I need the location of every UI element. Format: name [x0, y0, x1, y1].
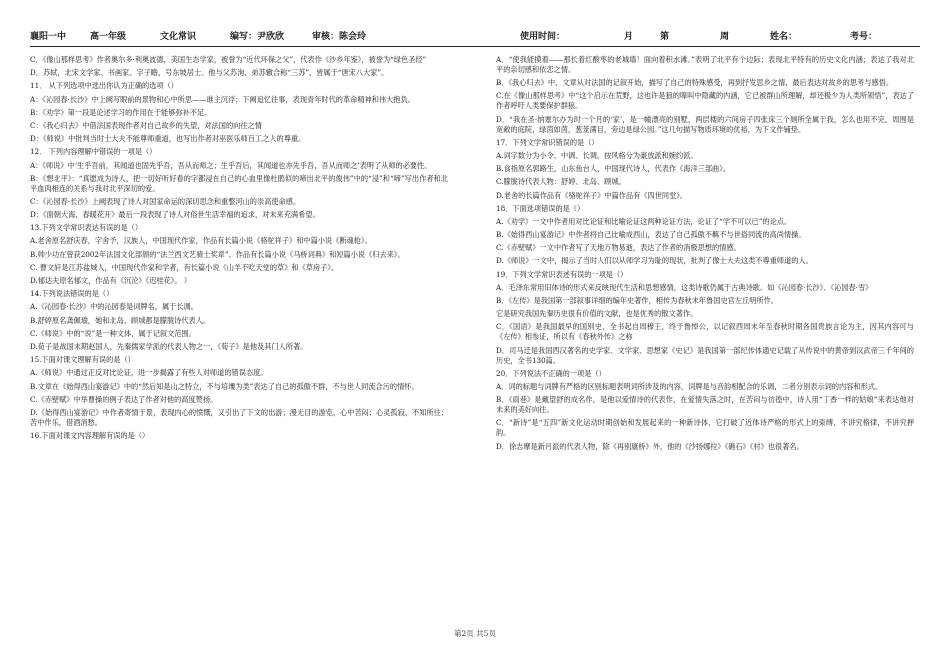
left-paragraph: A.《师说》中通过正反对比论证，进一步揭露了有些人对师道的错误态度。 — [30, 368, 268, 378]
left-paragraph: A.《沁园春·长沙》中的沁园春是词牌名，属于长调。 — [30, 302, 198, 312]
page-footer: 第2页 共5页 — [454, 629, 496, 638]
right-paragraph: B.食指原名郭路生，山东鱼台人，中国现代诗人，代表作《海洋三部曲》。 — [496, 164, 730, 174]
right-paragraph: B．《雨巷》是戴望舒的成名作，是他以爱情诗的代表作，在爱情失落之时，在苦闷与彷徨中，诗人用“丁香一样的姑娘”来表达他对未来的美好向往。 — [496, 395, 914, 415]
right-paragraph: D.《师说》一文中，揭示了当时人们以从师学习为耻的现状，批判了像士大夫这类不尊重师道的人。 — [496, 256, 813, 266]
left-paragraph: B.舒婷原名龚佩瑜，她和北岛、顾城都是朦胧诗代表人。 — [30, 315, 211, 325]
right-paragraph: D.老舍的长篇作品有《骆驼祥子》中篇作品有《四世同堂》。 — [496, 190, 688, 200]
left-column — [30, 55, 448, 615]
left-question-stem: 16.下面对课文内容理解有误的是（） — [30, 431, 150, 441]
header-use-time: 使用时间： — [520, 32, 566, 42]
right-paragraph: B.《始得西山宴游记》中作者将自己比喻成西山，表达了自己孤傲不羁不与世俗同流的高尚情操。 — [496, 230, 806, 240]
header-editor: 编写：尹欣欣 — [230, 32, 285, 42]
header-exam-no: 考号： — [850, 32, 878, 42]
right-paragraph: A.词字数分为小令、中调、长调。按风格分为豪放派和婉约派。 — [496, 150, 698, 160]
left-paragraph: D.郁达夫原名郁文，作品有《沉沦》《迟桂花》。 ） — [30, 276, 192, 285]
right-question-stem: 19．下列文学常识表述有误的一项是（） — [496, 269, 628, 279]
header-grade: 高一年级 — [90, 32, 127, 42]
left-paragraph: D：《师说》中批判当时士大夫不能尊师重道，也写出作者对巫医乐师百工之人的尊重。 — [30, 134, 306, 144]
left-paragraph: B.文章在《始得西山宴游记》中的“然后知是山之特立，不与培塿为类”表达了自己的孤傲不群，不与世人同流合污的情怀。 — [30, 381, 419, 391]
right-paragraph: C.在《像山那样思考》中“这个启示在荒野，这也许是狼的嗥叫中隐藏的内涵，它已被群山所理解，却还极少为人类所领悟”，表达了作者呼吁人类要保护群狼。 — [496, 91, 914, 111]
left-paragraph: D.荀子是战国末期赵国人，先秦儒家学派的代表人物之一，《荀子》是他及其门人所著。 — [30, 341, 308, 351]
left-question-stem: 12． 下列内容理解中错误的一项是（） — [30, 147, 157, 157]
right-column — [496, 55, 914, 615]
page-header — [30, 28, 920, 47]
header-month: 月 — [624, 32, 634, 42]
right-paragraph: C．“新诗”是“五四”新文化运动时期创始和发展起来的一种新诗体，它打破了近体诗严格的形式上的束缚，不讲究格律，不讲究押韵。 — [496, 418, 914, 438]
left-paragraph: B：《劝学》第一段是论述学习的作用在于能够弥补不足。 — [30, 107, 212, 117]
right-paragraph: D．司马迁是我国西汉著名的史学家、文学家、思想家《史记》是我国第一部纪传体通史记载了从传说中的黄帝到汉武帝三千年间的历史，全书130篇。 — [496, 345, 914, 365]
left-paragraph: C.《赤壁赋》中举曹操的例子表达了作者对他的高度赞扬。 — [30, 394, 218, 404]
right-paragraph: A.《劝学》一文中作者用对比论证和比喻论证这两种论证方法，论证了“学不可以已”的论点。 — [496, 216, 792, 226]
left-paragraph: C.《师说》中的“说”是一种文体，属于记叙文范围。 — [30, 328, 196, 338]
left-paragraph: D：《面朝大海，春暖花开》最后一段表现了诗人对俗世生活幸福的追求，对未来充满希望。 — [30, 210, 320, 220]
header-name: 姓名： — [770, 32, 798, 42]
left-paragraph: A.老舍原名舒庆春，字舍予，汉族人，中国现代作家，作品有长篇小说《骆驼祥子》和中篇小说《断魂枪》。 — [30, 236, 372, 246]
left-paragraph: D．苏轼，北宋文学家、书画家、字子瞻，号东坡居士。他与父苏洵、弟苏辙合称“三苏”，皆属于“唐宋八大家”。 — [30, 68, 389, 78]
left-paragraph: C：《我心归去》中借法国表现作者对自己故乡的失望，对法国的向往之情 — [30, 120, 262, 130]
right-paragraph: D．徐志摩是新月派的代表人物，除《再别康桥》外，他的《沙扬娜拉》《礁石》《村》也很著名。 — [496, 441, 804, 451]
header-week: 周 — [720, 32, 730, 42]
right-paragraph: C.《赤壁赋》一文中作者写了天地万物易逝，表达了作者的消极思想的情感。 — [496, 243, 741, 253]
header-reviewer: 审核：陈会玲 — [312, 32, 367, 42]
header-week-prefix: 第 — [660, 32, 670, 42]
right-question-stem: 17．下列文学常识错误的是（） — [496, 137, 599, 147]
right-paragraph: A．“使我能摸着——那长着红酸枣的老城墙！面向着积水滩。”表明了北平有个边际；表现北平特有的历史文化内涵；表达了我对北平的亲切感和依恋之情。 — [496, 55, 914, 74]
left-paragraph: D.《始得西山宴游记》中作者寄情于景，表现内心的愤慨，又引出了下文的出游；漫无目的游览，心中苦闷；心灵孤寂，不知所往；苦中作乐，借酒消愁。 — [30, 407, 448, 427]
right-paragraph: B．《左传》是我国第一部叙事详细的编年史著作，相传为春秋末年鲁国史官左丘明所作。 — [496, 296, 778, 305]
left-paragraph: C：《沁园春·长沙》上阙表现了诗人对国家命运的深切思念和重整河山的崇高使命感。 — [30, 196, 301, 206]
left-question-stem: 13.下列文学常识表达有误的是（） — [30, 223, 143, 233]
header-school: 襄阳一中 — [30, 32, 67, 42]
header-subject: 文化常识 — [160, 32, 197, 42]
right-question-stem: 20．下列说法不正确的一项是（） — [496, 368, 606, 378]
left-paragraph: A：《沁园春·长沙》中上阙写眼前的景物和心中所思——谁主沉浮；下阙追忆往事，表现青年时代的革命精神和伟大抱负。 — [30, 94, 415, 104]
left-question-stem: 11． 从下列选项中选出你认为正确的选项（） — [30, 81, 178, 91]
right-paragraph: A．词的标题与词牌有严格的区别标题表明词所涉及的内容，词牌是与音韵相配合的乐调，二者分别表示词的内容和形式。 — [496, 381, 883, 391]
right-paragraph: B．《我心归去》中，文章从对法国的记叙开始，描写了自己的特殊感受，再到抒发思乡之情，最后表达对故乡的思考与感悟。 — [496, 78, 894, 88]
left-paragraph: A：《师说》中‘生乎吾前，其闻道也固先乎吾，吾从而师之；生乎吾后，其闻道也亦先乎吾，吾从而师之’表明了从师的必要性。 — [30, 160, 432, 170]
left-paragraph: B.帅少功在曾获2002年法国文化部颁的“法兰西文艺骑士奖章”。作品有长篇小说《马桥词典》和短篇小说《归去来》。 — [30, 249, 405, 259]
right-paragraph: C.朦胧诗代表人物：舒婷、北岛、顾城。 — [496, 177, 626, 187]
left-paragraph: C. 曹文轩是江苏盐城人，中国现代作家和学者，有长篇小说《山羊不吃天堂的草》和《草房子》。 — [30, 262, 339, 272]
right-paragraph: D．“我在圣·纳塞尔办为时一个月的‘家’，是一幢漂亮的别墅，两层楼的六间房子四张床三个厕所全属于我，怎么也用不完，周围是宽敞的庭院，绿茵如茵，葱茏满目，旁边是绿公园。”这几句描写物质环境的优裕，为下文作铺垫。 — [496, 114, 914, 134]
left-question-stem: 15.下面对课文理解有误的是（） — [30, 355, 135, 365]
left-paragraph: C．《像山那样思考》作者奥尔多·利奥波德，美国生态学家，被誉为“近代环保之父”，代表作《沙乡年鉴》，被誉为“绿色圣经” — [30, 55, 427, 64]
left-question-stem: 14.下列说法错误的是（） — [30, 289, 114, 299]
right-question-stem: 18．下面选项错误的是（） — [496, 203, 585, 213]
right-paragraph: 它是研究我国先秦历史很有价值的文献，也是优秀的散文著作。 — [496, 309, 698, 319]
right-paragraph: A．毛泽东常用旧体诗的形式来反映现代生活和思想感情，这类诗歌仍属于古典诗歌。如《沁园春·长沙》、《沁园春·雪》 — [496, 282, 873, 292]
right-paragraph: C．《国语》是我国最早的国别史，全书起自周穆王，终于鲁悼公，以记叙西周末年至春秋时期各国贵族言论为主，因其内容可与《左传》相参证，所以有《春秋外传》之称 — [496, 322, 914, 342]
left-paragraph: B：《想北平》：“真愿成为诗人，把一切好听好看的字都浸在自己的心血里像杜鹃似的啼出北平的俊伟”中的“浸”和“啼”写出作者和北平血肉相连的关系与我对北平深切的爱。 — [30, 173, 448, 193]
